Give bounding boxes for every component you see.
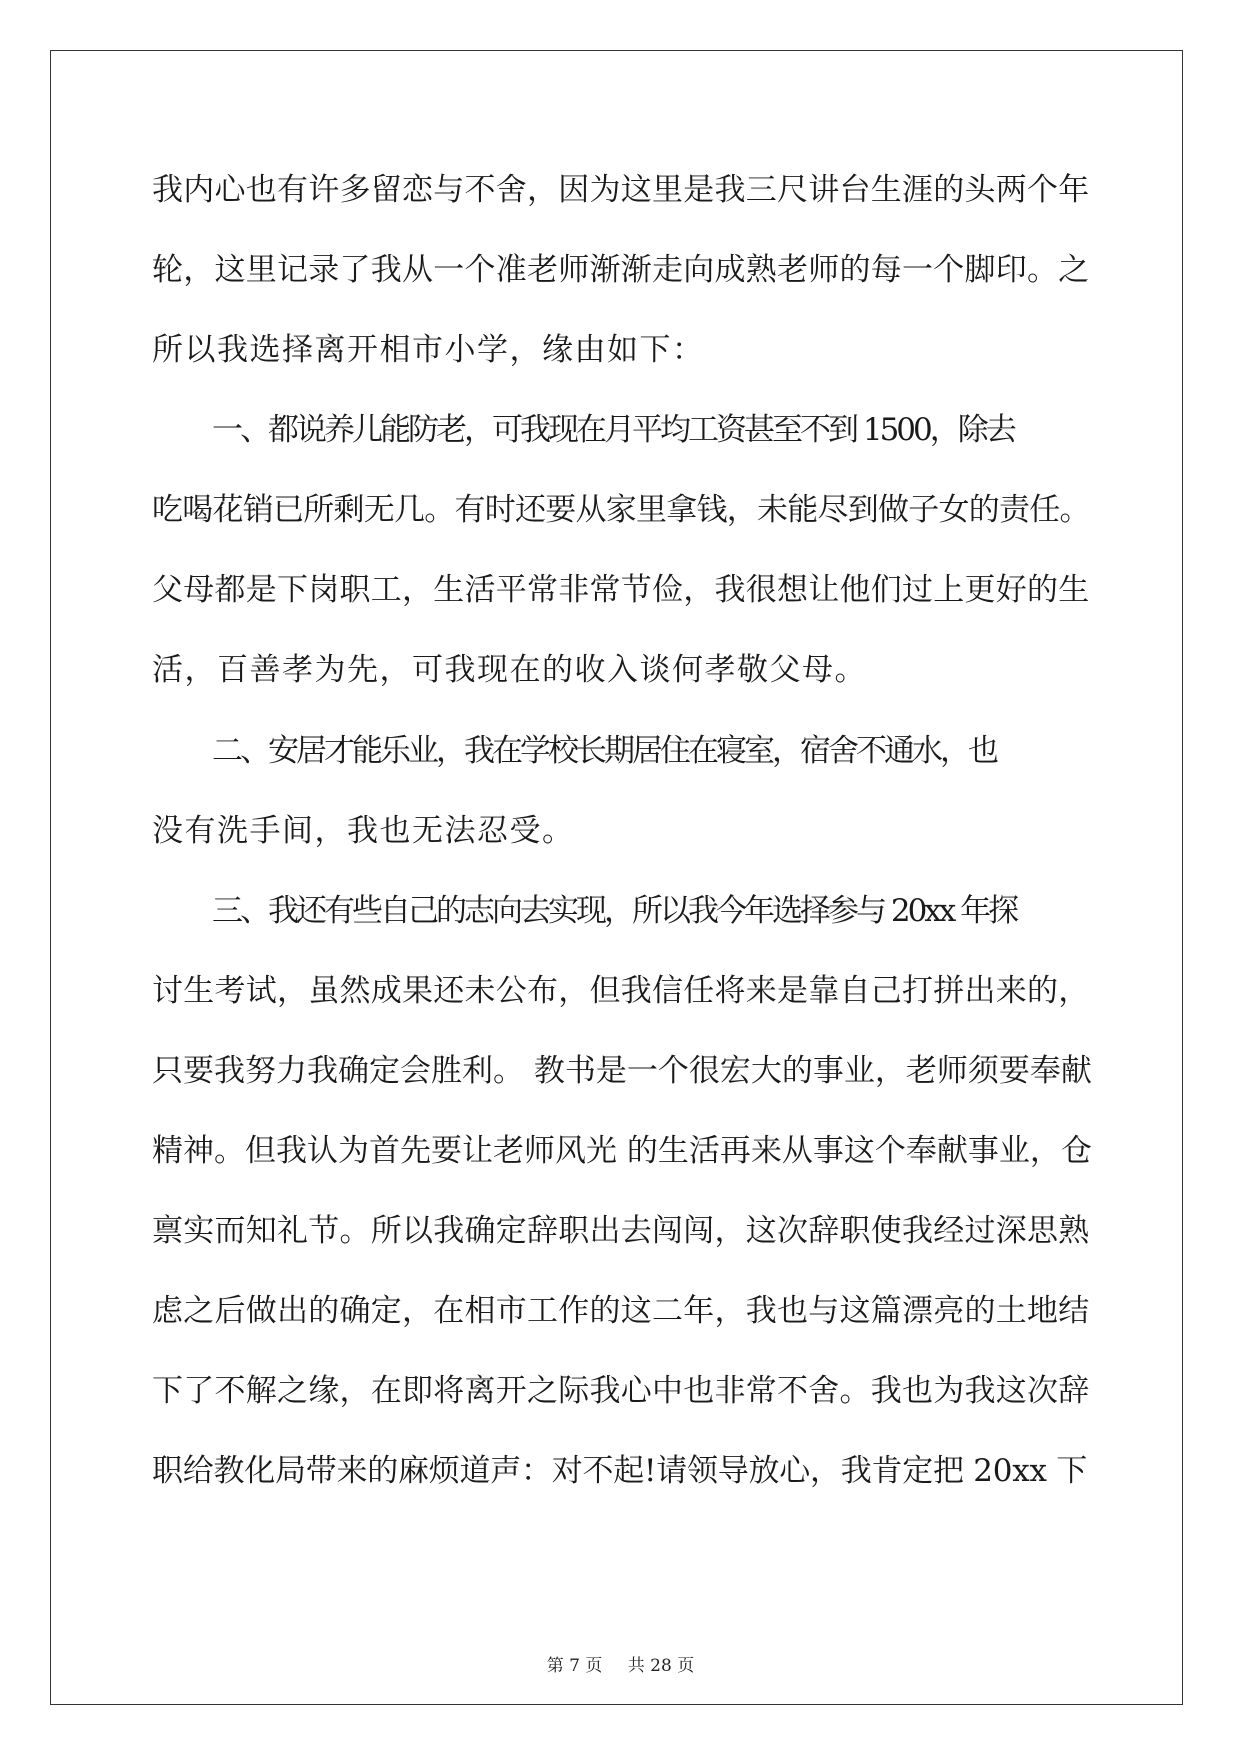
text-line: 讨生考试，虽然成果还未公布，但我信任将来是靠自己打拼出来的， [152, 973, 1090, 1009]
page-number-current: 第 7 页 [546, 1656, 603, 1676]
text-line: 虑之后做出的确定，在相市工作的这二年，我也与这篇漂亮的土地结 [152, 1293, 1090, 1329]
text-line: 我内心也有许多留恋与不舍，因为这里是我三尺讲台生涯的头两个年 [152, 172, 1090, 208]
page-number-total: 共 28 页 [627, 1656, 695, 1676]
text-line: 下了不解之缘，在即将离开之际我心中也非常不舍。我也为我这次辞 [152, 1373, 1090, 1409]
paragraph-first-line: 二、安居才能乐业，我在学校长期居住在寝室，宿舍不通水，也 [212, 733, 996, 769]
text-line: 活，百善孝为先，可我现在的收入谈何孝敬父母。 [152, 652, 867, 688]
paragraph-first-line: 一、都说养儿能防老，可我现在月平均工资甚至不到 1500，除去 [212, 412, 1014, 448]
text-line: 没有洗手间，我也无法忍受。 [152, 813, 575, 849]
text-line: 只要我努力我确定会胜利。 教书是一个很宏大的事业，老师须要奉献 [152, 1053, 1092, 1089]
text-line: 禀实而知礼节。所以我确定辞职出去闯闯，这次辞职使我经过深思熟 [152, 1213, 1090, 1249]
text-line: 轮，这里记录了我从一个准老师渐渐走向成熟老师的每一个脚印。之 [152, 252, 1090, 288]
text-line: 职给教化局带来的麻烦道声：对不起!请领导放心，我肯定把 20xx 下 [152, 1453, 1088, 1489]
text-line: 父母都是下岗职工，生活平常非常节俭，我很想让他们过上更好的生 [152, 572, 1090, 608]
paragraph-first-line: 三、我还有些自己的志向去实现，所以我今年选择参与 20xx 年探 [212, 893, 1017, 929]
page-footer [0, 1655, 1241, 1677]
text-line: 所以我选择离开相市小学，缘由如下： [152, 332, 705, 368]
text-line: 精神。但我认为首先要让老师风光 的生活再来从事这个奉献事业，仓 [152, 1133, 1092, 1169]
text-line: 吃喝花销已所剩无几。有时还要从家里拿钱，未能尽到做子女的责任。 [152, 492, 1090, 528]
